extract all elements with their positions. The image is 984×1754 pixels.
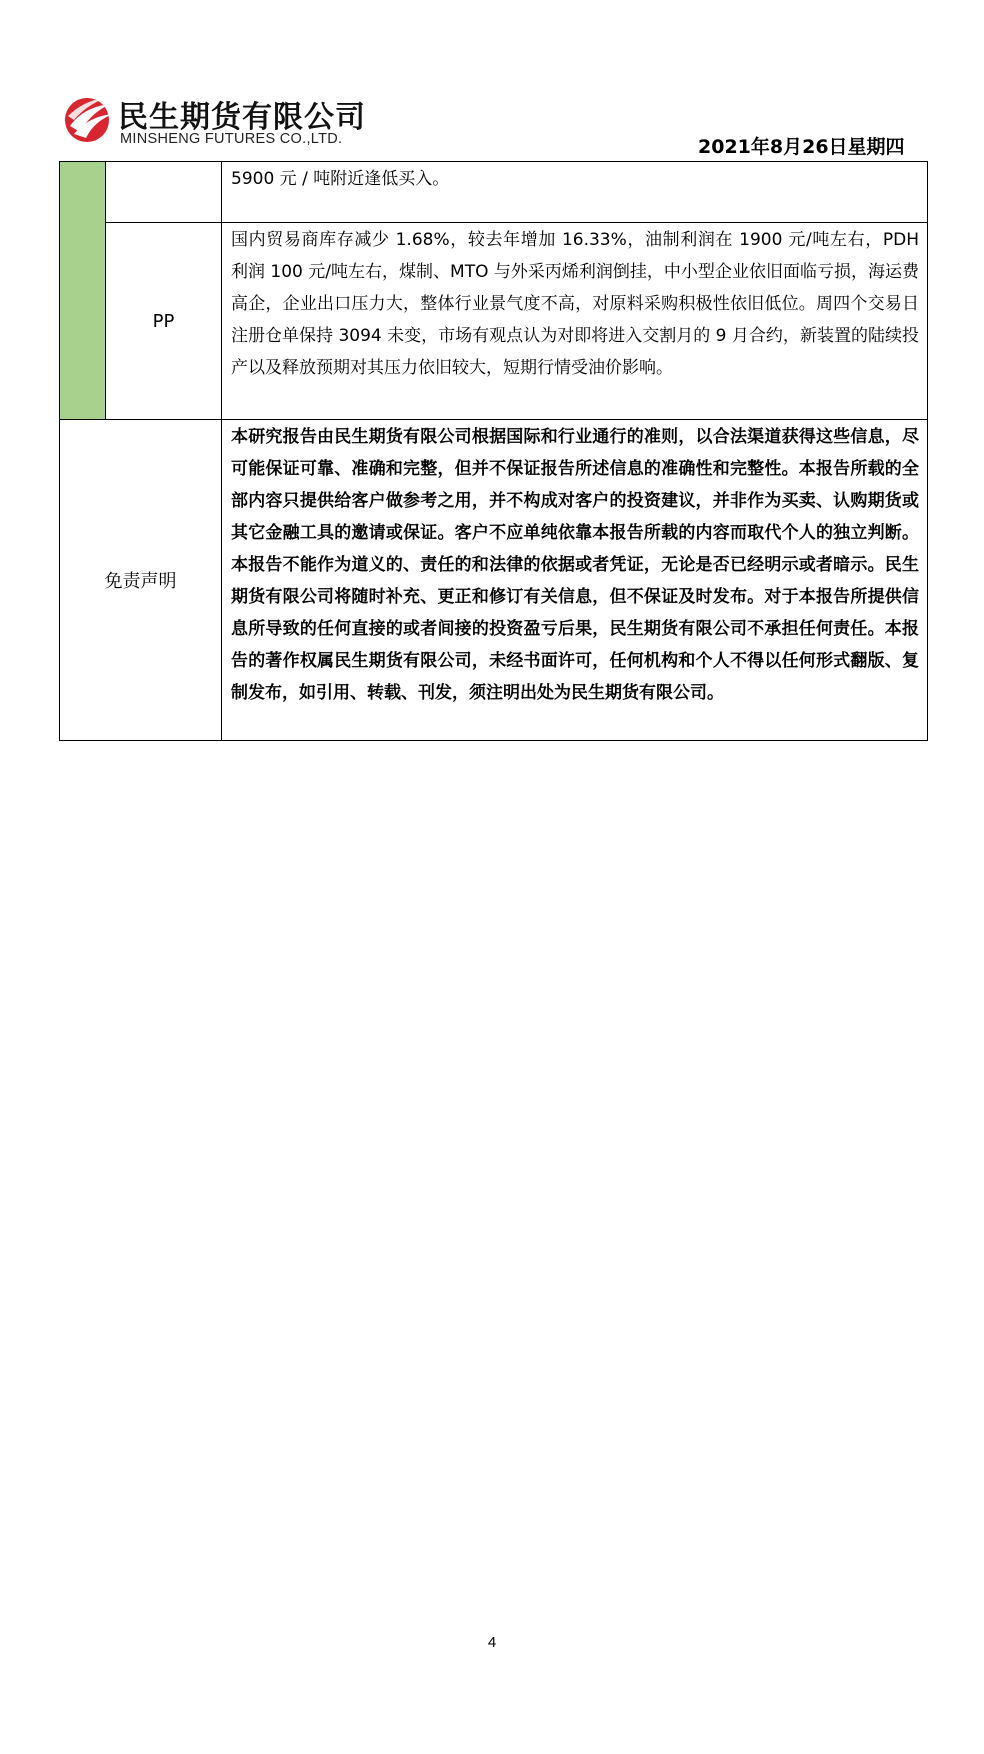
company-name-en: MINSHENG FUTURES CO.,LTD. (120, 131, 343, 147)
table-row (60, 162, 928, 223)
logo-emblem-icon (64, 92, 114, 148)
category-cell-empty (106, 162, 222, 223)
disclaimer-row (60, 420, 928, 741)
page-number: 4 (487, 1634, 497, 1651)
disclaimer-text: 本研究报告由民生期货有限公司根据国际和行业通行的准则，以合法渠道获得这些信息，尽可能保证可靠、准确和完整，但并不保证报告所述信息的准确性和完整性。本报告所载的全部内容只提供给客户做参考之用，并不构成对客户的投资建议，并非作为买卖、认购期货或其它金融工具的邀请或保证。客户不应单纯依靠本报告所载的内容而取代个人的独立判断。本报告不能作为道义的、责任的和法律的依据或者凭证，无论是否已经明示或者暗示。民生期货有限公司将随时补充、更正和修订有关信息，但不保证及时发布。对于本报告所提供信息所导致的任何直接的或者间接的投资盈亏后果，民生期货有限公司不承担任何责任。本报告的著作权属民生期货有限公司，未经书面许可，任何机构和个人不得以任何形式翻版、复制发布，如引用、转载、刊发，须注明出处为民生期货有限公司。 (222, 420, 928, 741)
category-label-pp: PP (106, 223, 222, 420)
company-name-cn: 民生期货有限公司 (118, 100, 366, 135)
disclaimer-label: 免责声明 (60, 420, 222, 741)
company-logo (64, 92, 364, 152)
report-table (59, 161, 928, 741)
report-date: 2021年8月26日星期四 (698, 136, 905, 158)
sector-color-cell (60, 162, 106, 420)
analysis-text: 国内贸易商库存减少 1.68%，较去年增加 16.33%，油制利润在 1900 元/吨左右，PDH 利润 100 元/吨左右，煤制、MTO 与外采丙烯利润倒挂，中小型企业依旧面临亏损，海运费高企，企业出口压力大，整体行业景气度不高，对原料采购积极性依旧低位。周四个交易日注册仓单保持 3094 未变，市场有观点认为对即将进入交割月的 9 月合约，新装置的陆续投产以及释放预期对其压力依旧较大，短期行情受油价影响。 (222, 223, 928, 420)
analysis-text: 5900 元 / 吨附近逢低买入。 (222, 162, 928, 223)
table-row (60, 223, 928, 420)
